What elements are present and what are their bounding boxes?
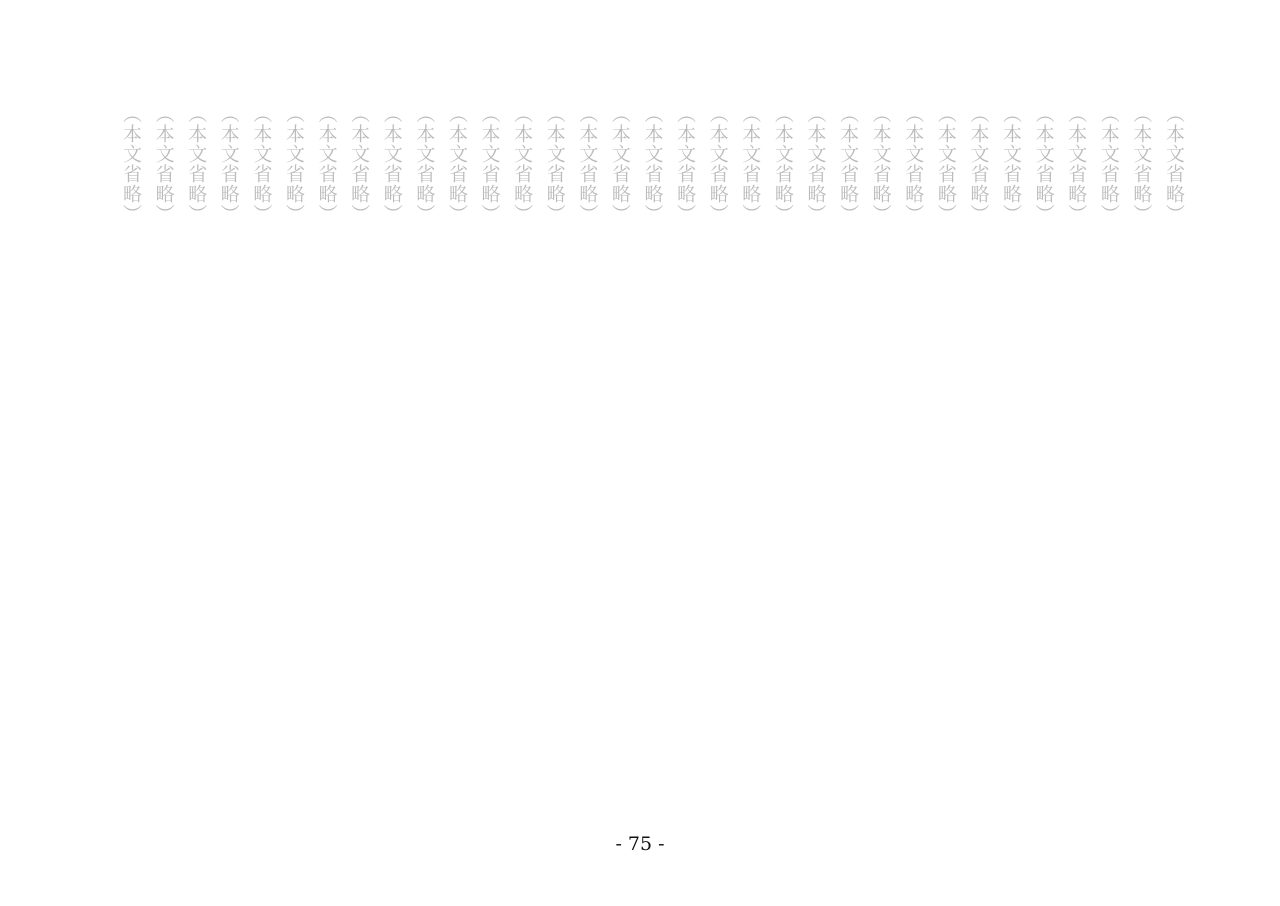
text-column-placeholder: （本文省略） <box>1000 104 1023 224</box>
page-number: - 75 - <box>615 833 665 855</box>
text-column-placeholder: （本文省略） <box>576 104 599 224</box>
text-column-placeholder: （本文省略） <box>706 104 729 224</box>
text-column-placeholder: （本文省略） <box>380 104 403 224</box>
text-column-placeholder: （本文省略） <box>250 104 273 224</box>
text-column-placeholder: （本文省略） <box>804 104 827 224</box>
text-column-placeholder: （本文省略） <box>413 104 436 224</box>
text-column-placeholder: （本文省略） <box>674 104 697 224</box>
text-column-placeholder: （本文省略） <box>120 104 142 224</box>
text-column-placeholder: （本文省略） <box>739 104 762 224</box>
text-column-placeholder: （本文省略） <box>641 104 664 224</box>
text-column-placeholder: （本文省略） <box>511 104 534 224</box>
text-column-placeholder: （本文省略） <box>152 104 175 224</box>
text-column-placeholder: （本文省略） <box>934 104 957 224</box>
text-column-placeholder: （本文省略） <box>543 104 566 224</box>
text-column-placeholder: （本文省略） <box>445 104 468 224</box>
text-column-placeholder: （本文省略） <box>315 104 338 224</box>
text-column-placeholder: （本文省略） <box>1032 104 1055 224</box>
text-column-placeholder: （本文省略） <box>478 104 501 224</box>
text-column-placeholder: （本文省略） <box>902 104 925 224</box>
text-column-placeholder: （本文省略） <box>185 104 208 224</box>
text-column-placeholder: （本文省略） <box>869 104 892 224</box>
text-column-placeholder: （本文省略） <box>771 104 794 224</box>
text-column-placeholder: （本文省略） <box>1163 104 1185 224</box>
text-column-placeholder: （本文省略） <box>348 104 371 224</box>
text-column-placeholder: （本文省略） <box>1130 104 1153 224</box>
vertical-body-text <box>112 104 1190 780</box>
text-column-placeholder: （本文省略） <box>967 104 990 224</box>
text-column-placeholder: （本文省略） <box>837 104 860 224</box>
text-column-placeholder: （本文省略） <box>1097 104 1120 224</box>
text-column-placeholder: （本文省略） <box>282 104 305 224</box>
text-column-placeholder: （本文省略） <box>1065 104 1088 224</box>
text-column-placeholder: （本文省略） <box>217 104 240 224</box>
text-column-placeholder: （本文省略） <box>608 104 631 224</box>
